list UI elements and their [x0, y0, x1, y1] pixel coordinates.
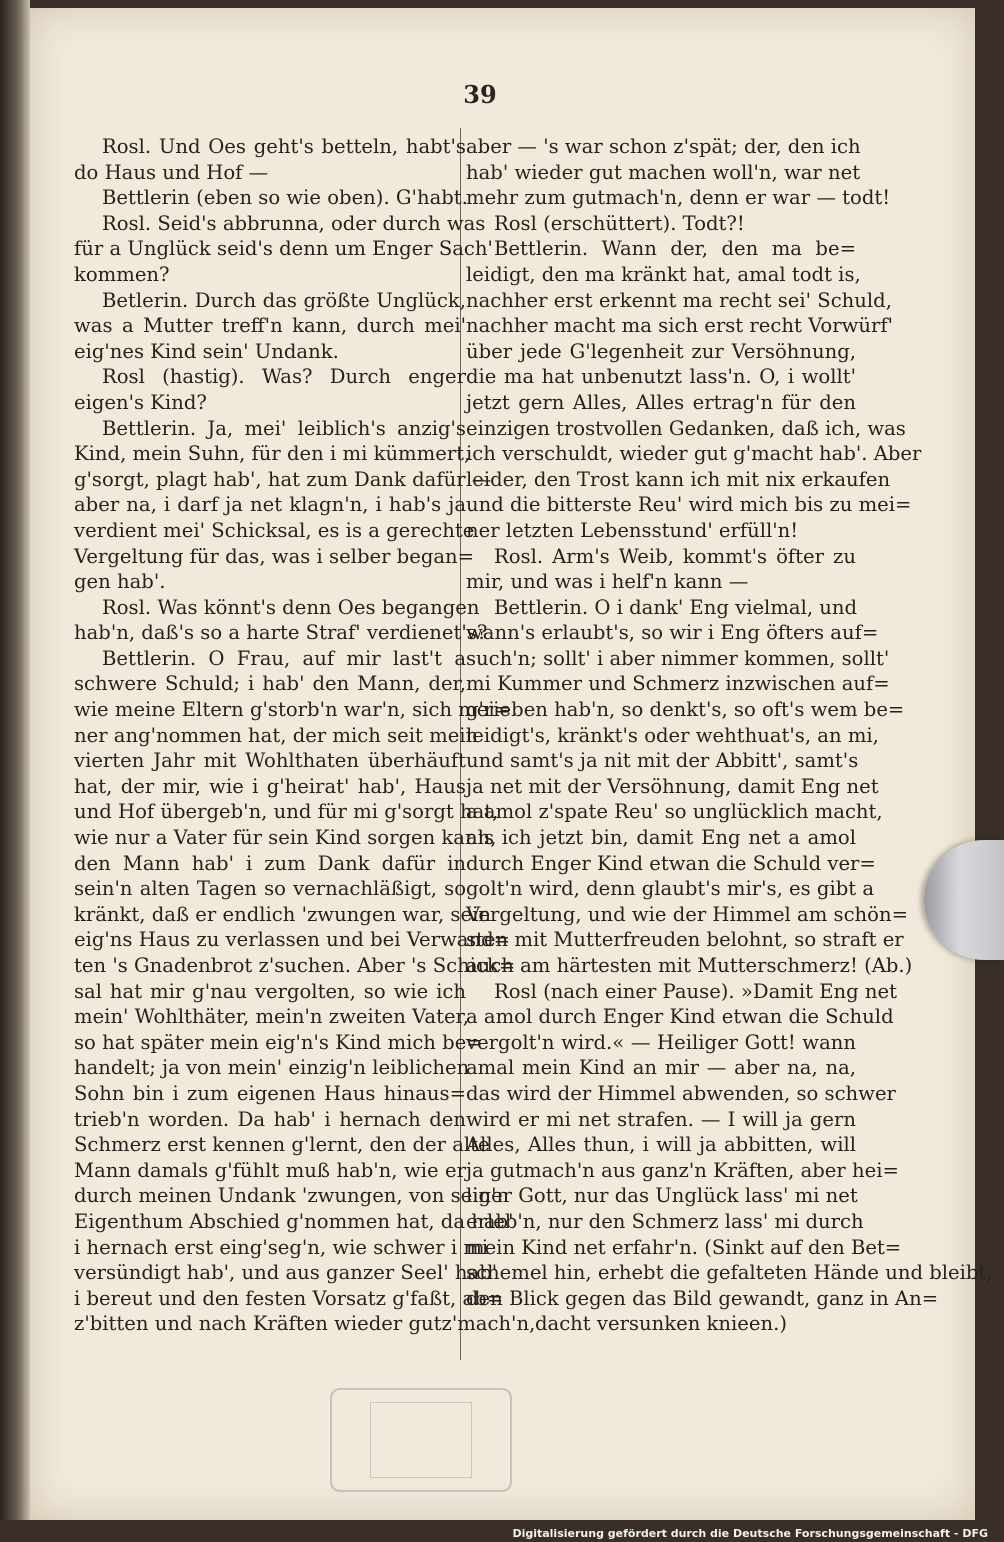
text-line: aber — 's war schon z'spät; der, den ich	[466, 135, 861, 158]
text-line: Vergeltung für das, was i selber began=	[74, 544, 475, 568]
text-line: do Haus und Hof —	[74, 160, 269, 184]
text-line: und samt's ja nit mit der Abbitt', samt's	[466, 749, 859, 773]
text-line: such'n; sollt' i aber nimmer kommen, sollt'	[466, 646, 890, 670]
text-line: hat, der mir, wie i g'heirat' hab', Haus	[74, 774, 466, 798]
text-line: eig'ns Haus zu verlassen und bei Verwand=	[74, 928, 511, 952]
dfg-footer-note: Digitalisierung gefördert durch die Deutsche Forschungsgemeinschaft - DFG	[512, 1527, 988, 1540]
text-line: liger Gott, nur das Unglück lass' mi net	[466, 1184, 858, 1208]
text-line: Rosl. Arm's Weib, kommt's öfter zu	[494, 544, 856, 568]
text-line: einzigen trostvollen Gedanken, daß ich, was	[466, 416, 906, 440]
text-line: schwere Schuld; i hab' den Mann, der,	[74, 672, 466, 696]
text-line: ja net mit der Versöhnung, damit Eng net	[466, 774, 879, 798]
text-line: jetzt gern Alles, Alles ertrag'n für den	[466, 390, 856, 414]
text-line: dacht versunken knieen.)	[534, 1312, 787, 1336]
text-line: durch meinen Undank 'zwungen, von sein'n	[74, 1184, 510, 1208]
text-line: verdient mei' Schicksal, es is a gerechte	[74, 518, 475, 542]
text-line: nachher macht ma sich erst recht Vorwürf'	[466, 314, 893, 338]
text-line: erleb'n, nur den Schmerz lass' mi durch	[466, 1209, 864, 1233]
text-line: ja gutmach'n aus ganz'n Kräften, aber hei=	[466, 1158, 899, 1182]
text-line: hab'n, daß's so a harte Straf' verdienet's?	[74, 621, 488, 645]
text-line: die ma hat unbenutzt lass'n. O, i wollt'	[466, 365, 856, 389]
text-line: durch Enger Kind etwan die Schuld ver=	[466, 851, 876, 875]
text-line: Rosl. Seid's abbrunna, oder durch was	[102, 211, 486, 235]
text-line: Rosl (hastig). Was? Durch enger	[102, 365, 466, 389]
text-line: Kind, mein Suhn, für den i mi kümmert,	[74, 442, 471, 466]
text-line: sten mit Mutterfreuden belohnt, so straft er	[466, 928, 904, 952]
text-line: Bettlerin. Ja, mei' leiblich's anzig's	[102, 416, 466, 440]
text-line: auch am härtesten mit Mutterschmerz! (Ab.)	[466, 954, 913, 977]
text-line: hab' wieder gut machen woll'n, war net	[466, 160, 861, 184]
text-line: Sohn bin i zum eigenen Haus hinaus=	[74, 1081, 466, 1105]
text-line: Rosl. Was könnt's denn Oes begangen	[102, 595, 480, 619]
library-stamp	[330, 1388, 512, 1492]
text-line: gen hab'.	[74, 570, 166, 594]
text-line: mir, und was i helf'n kann —	[466, 570, 749, 594]
text-line: g'rieben hab'n, so denkt's, so oft's wem be=	[466, 698, 905, 722]
text-line: Schmerz erst kennen g'lernt, den der alte	[74, 1133, 490, 1157]
text-line: ten 's Gnadenbrot z'suchen. Aber 's Schick=	[74, 954, 516, 977]
text-line: a amol durch Enger Kind etwan die Schuld	[466, 1005, 894, 1029]
text-line: versündigt hab', und aus ganzer Seel' hab'	[74, 1261, 498, 1285]
library-stamp-inner	[370, 1402, 472, 1478]
text-line: Rosl (erschüttert). Todt?!	[494, 211, 745, 235]
text-line: z'bitten und nach Kräften wieder gutz'mach'n,	[74, 1312, 536, 1336]
text-line: handelt; ja von mein' einzig'n leiblichen	[74, 1056, 470, 1080]
book-spine-edge	[0, 0, 30, 1520]
text-line: ich verschuldt, wieder gut g'macht hab'. Aber	[466, 442, 922, 466]
text-line: wann's erlaubt's, so wir i Eng öfters auf=	[466, 621, 879, 645]
book-page	[30, 8, 993, 1520]
text-line: i hernach erst eing'seg'n, wie schwer i mi	[74, 1235, 489, 1259]
text-line: aber na, i darf ja net klagn'n, i hab's ja	[74, 493, 466, 517]
text-line: kränkt, daß er endlich 'zwungen war, sein	[74, 902, 491, 926]
text-line: Vergeltung, und wie der Himmel am schön=	[466, 902, 909, 926]
text-line: sein'n alten Tagen so vernachläßigt, so	[74, 877, 466, 901]
text-line: leidigt's, kränkt's oder wehthuat's, an mi,	[466, 723, 879, 747]
text-line: sal hat mir g'nau vergolten, so wie ich	[74, 979, 466, 1003]
text-line: schemel hin, erhebt die gefalteten Hände und bleibt,	[466, 1261, 993, 1285]
text-line: mehr zum gutmach'n, denn er war — todt!	[466, 186, 891, 210]
text-line: den Blick gegen das Bild gewandt, ganz in An=	[466, 1286, 939, 1310]
text-line: Rosl (nach einer Pause). »Damit Eng net	[494, 979, 898, 1003]
text-line: mein Kind net erfahr'n. (Sinkt auf den Bet=	[466, 1235, 902, 1259]
text-line: Alles, Alles thun, i will ja abbitten, will	[466, 1133, 856, 1157]
text-line: i bereut und den festen Vorsatz g'faßt, ab=	[74, 1286, 504, 1310]
text-line: eigen's Kind?	[74, 390, 207, 414]
text-line: kommen?	[74, 262, 170, 286]
text-line: mein' Wohlthäter, mein'n zweiten Vater,	[74, 1005, 469, 1029]
text-line: für a Unglück seid's denn um Enger Sach'	[74, 237, 493, 261]
text-line: und die bitterste Reu' wird mich bis zu mei=	[466, 493, 912, 517]
text-line: wie meine Eltern g'storb'n war'n, sich mei=	[74, 698, 512, 722]
text-line: golt'n wird, denn glaubt's mir's, es gibt a	[466, 877, 875, 901]
text-line: was a Mutter treff'n kann, durch mei'	[74, 314, 466, 338]
text-line: leider, den Trost kann ich mit nix erkaufen	[466, 467, 891, 491]
text-line: Bettlerin (eben so wie oben). G'habt.	[102, 186, 468, 210]
text-line: Betlerin. Durch das größte Unglück,	[102, 288, 466, 312]
text-line: ner ang'nommen hat, der mich seit mein	[74, 723, 479, 747]
text-line: eig'nes Kind sein' Undank.	[74, 339, 339, 363]
text-line: Bettlerin. O Frau, auf mir last't a	[102, 646, 466, 670]
text-line: leidigt, den ma kränkt hat, amal todt is,	[466, 262, 861, 286]
text-line: mi Kummer und Schmerz inzwischen auf=	[466, 672, 890, 696]
text-line: Rosl. Und Oes geht's betteln, habt's	[102, 135, 466, 158]
text-line: Eigenthum Abschied g'nommen hat, da hab'	[74, 1209, 514, 1233]
text-column-right	[466, 134, 993, 1337]
text-line: a amol z'spate Reu' so unglücklich macht,	[466, 800, 883, 824]
text-line: das wird der Himmel abwenden, so schwer	[466, 1081, 896, 1105]
text-line: so hat später mein eig'n's Kind mich be=	[74, 1030, 483, 1054]
text-line: über jede G'legenheit zur Versöhnung,	[466, 339, 856, 363]
text-line: und Hof übergeb'n, und für mi g'sorgt hat,	[74, 800, 499, 824]
text-column-left	[74, 134, 536, 1337]
text-line: Mann damals g'fühlt muß hab'n, wie er	[74, 1158, 466, 1182]
text-line: g'sorgt, plagt hab', hat zum Dank dafür —	[74, 467, 492, 491]
text-line: vergolt'n wird.« — Heiliger Gott! wann	[466, 1030, 856, 1054]
text-line: Bettlerin. Wann der, den ma be=	[494, 237, 856, 261]
text-line: wird er mi net strafen. — I will ja gern	[466, 1107, 856, 1131]
text-line: trieb'n worden. Da hab' i hernach den	[74, 1107, 466, 1131]
text-line: den Mann hab' i zum Dank dafür in	[74, 851, 466, 875]
text-line: vierten Jahr mit Wohlthaten überhäuft	[74, 749, 466, 773]
text-line: ner letzten Lebensstund' erfüll'n!	[466, 518, 799, 542]
text-line: amal mein Kind an mir — aber na, na,	[466, 1056, 856, 1080]
text-line: Bettlerin. O i dank' Eng vielmal, und	[494, 595, 858, 619]
page-number: 39	[463, 80, 497, 109]
text-line: wie nur a Vater für sein Kind sorgen kann,	[74, 826, 497, 850]
text-line: nachher erst erkennt ma recht sei' Schuld,	[466, 288, 892, 312]
text-line: als ich jetzt bin, damit Eng net a amol	[466, 826, 856, 850]
